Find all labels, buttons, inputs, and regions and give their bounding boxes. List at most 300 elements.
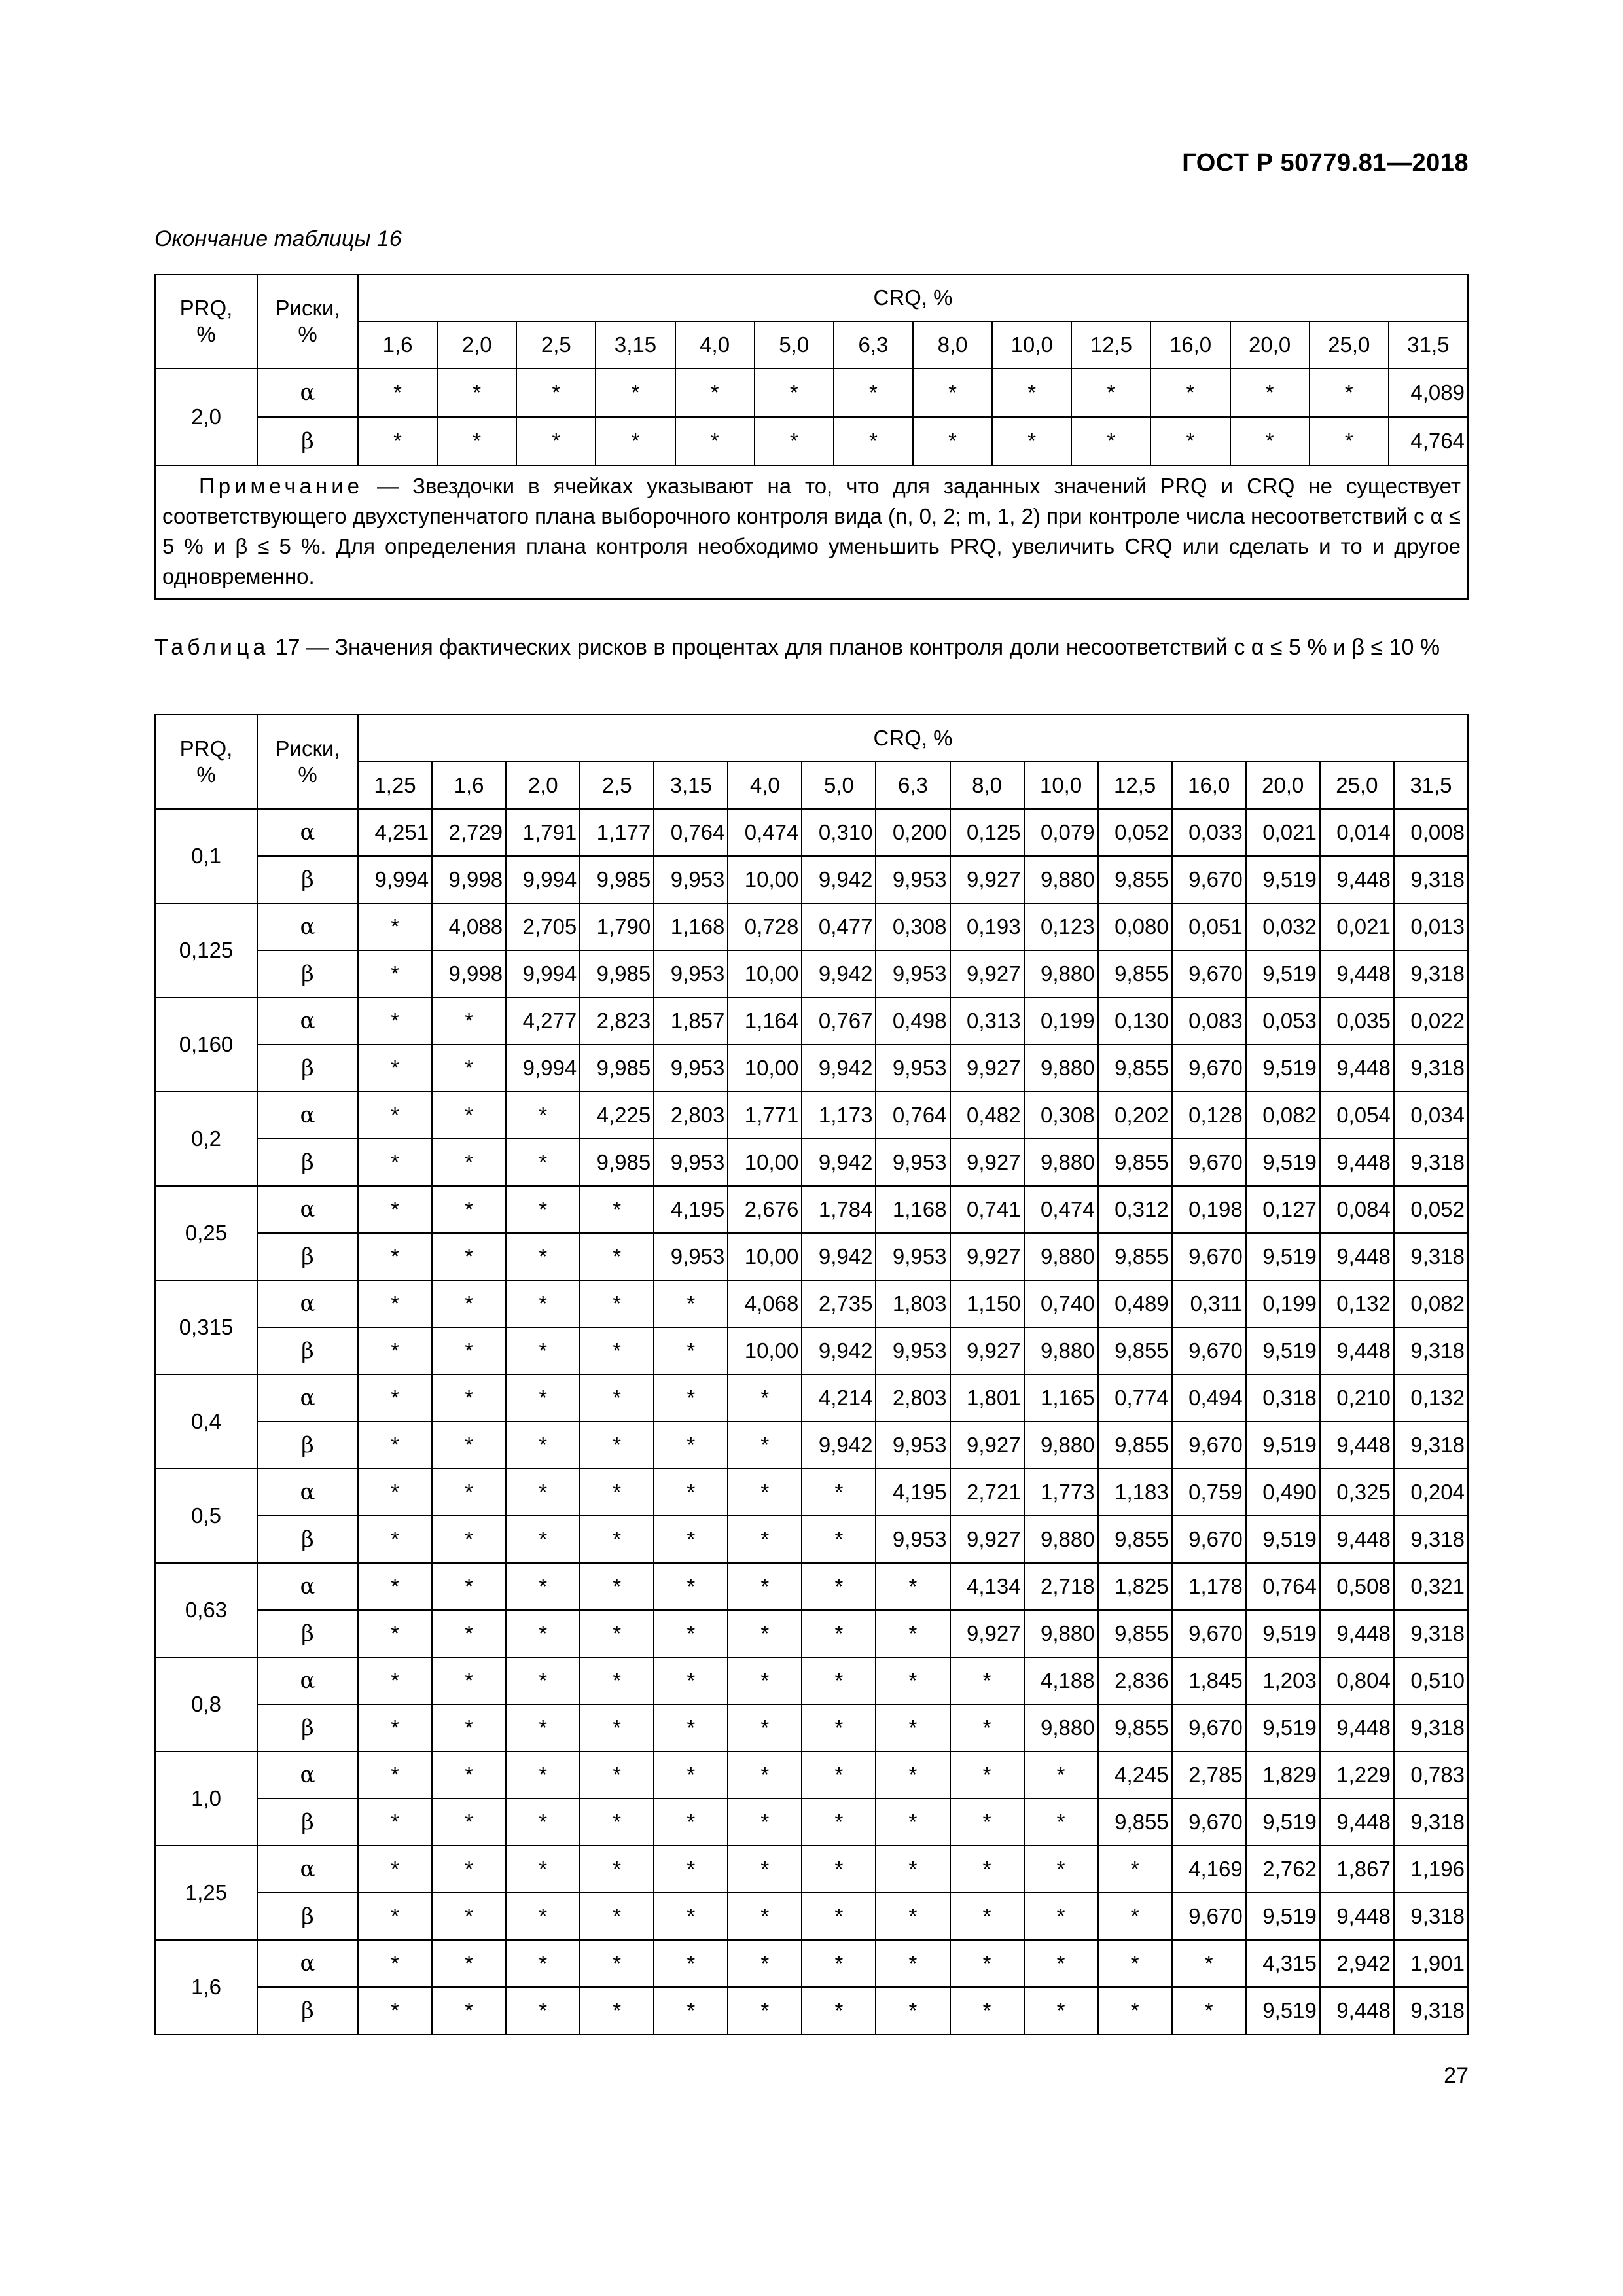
beta-risk-value: 9,318 — [1394, 1139, 1468, 1186]
alpha-risk-value: 4,195 — [654, 1186, 728, 1233]
beta-risk-value: * — [1024, 1893, 1098, 1940]
crq-value: 3,15 — [654, 762, 728, 809]
prq-value: 1,25 — [155, 1846, 257, 1940]
alpha-risk-value: * — [358, 1563, 432, 1610]
alpha-risk-value: * — [802, 1846, 876, 1893]
alpha-risk-value: 4,214 — [802, 1374, 876, 1422]
crq-value: 1,6 — [432, 762, 506, 809]
beta-risk-value: * — [728, 1987, 802, 2034]
table-row — [155, 1233, 1468, 1280]
beta-risk-label: β — [257, 1704, 358, 1751]
alpha-risk-value: 2,735 — [802, 1280, 876, 1327]
beta-risk-value: 9,318 — [1394, 1610, 1468, 1657]
beta-risk-label: β — [257, 1799, 358, 1846]
alpha-risk-value: * — [506, 1280, 580, 1327]
alpha-risk-value: * — [728, 1657, 802, 1704]
beta-risk-value: 9,942 — [802, 950, 876, 997]
beta-risk-value: * — [506, 1327, 580, 1374]
alpha-risk-value: 0,740 — [1024, 1280, 1098, 1327]
beta-risk-value: 9,670 — [1172, 856, 1246, 903]
alpha-risk-value: * — [654, 1563, 728, 1610]
beta-risk-value: 9,448 — [1320, 1704, 1394, 1751]
beta-risk-value: * — [1098, 1987, 1172, 2034]
alpha-risk-label: α — [257, 368, 358, 417]
beta-risk-value: 9,448 — [1320, 1893, 1394, 1940]
alpha-risk-label: α — [257, 1469, 358, 1516]
crq-value: 12,5 — [1071, 321, 1150, 368]
alpha-risk-value: * — [358, 1092, 432, 1139]
beta-risk-value: 9,670 — [1172, 1893, 1246, 1940]
alpha-risk-value: 2,803 — [654, 1092, 728, 1139]
beta-risk-value: 9,670 — [1172, 1610, 1246, 1657]
beta-risk-value: 9,318 — [1394, 1987, 1468, 2034]
alpha-risk-value: * — [580, 1751, 654, 1799]
alpha-risk-value: 0,053 — [1246, 997, 1320, 1045]
alpha-risk-value: * — [358, 1280, 432, 1327]
alpha-risk-value: 1,790 — [580, 903, 654, 950]
beta-risk-value: 9,519 — [1246, 1045, 1320, 1092]
prq-header: PRQ, % — [155, 274, 257, 368]
beta-risk-value: 9,953 — [654, 1045, 728, 1092]
alpha-risk-value: 0,014 — [1320, 809, 1394, 856]
alpha-risk-value: 0,477 — [802, 903, 876, 950]
beta-risk-value: 9,985 — [580, 856, 654, 903]
beta-risk-value: 9,670 — [1172, 1139, 1246, 1186]
alpha-risk-value: 2,705 — [506, 903, 580, 950]
alpha-risk-value: 0,021 — [1246, 809, 1320, 856]
beta-risk-value: * — [432, 1610, 506, 1657]
beta-risk-value: 9,927 — [950, 1610, 1024, 1657]
prq-value: 0,125 — [155, 903, 257, 997]
alpha-risk-value: 0,510 — [1394, 1657, 1468, 1704]
beta-risk-value: * — [580, 1233, 654, 1280]
alpha-risk-value: 0,199 — [1024, 997, 1098, 1045]
beta-risk-value: * — [358, 1139, 432, 1186]
alpha-risk-value: 0,310 — [802, 809, 876, 856]
alpha-risk-label: α — [257, 1374, 358, 1422]
beta-risk-value: * — [580, 1422, 654, 1469]
alpha-risk-value: 0,084 — [1320, 1186, 1394, 1233]
alpha-risk-value: * — [1150, 368, 1230, 417]
alpha-risk-value: * — [755, 368, 834, 417]
beta-risk-value: 9,880 — [1024, 1327, 1098, 1374]
beta-risk-value: * — [654, 1516, 728, 1563]
risks-header: Риски, % — [257, 274, 358, 368]
beta-risk-value: * — [654, 1610, 728, 1657]
beta-risk-label: β — [257, 856, 358, 903]
alpha-risk-value: * — [506, 1657, 580, 1704]
beta-risk-value: * — [432, 1987, 506, 2034]
crq-header: CRQ, % — [358, 715, 1468, 762]
alpha-risk-value: * — [876, 1751, 950, 1799]
alpha-risk-value: * — [728, 1846, 802, 1893]
crq-value: 8,0 — [913, 321, 992, 368]
alpha-risk-value: * — [580, 1469, 654, 1516]
beta-risk-value: * — [580, 1610, 654, 1657]
beta-risk-value: 10,00 — [728, 1327, 802, 1374]
beta-risk-label: β — [257, 1045, 358, 1092]
beta-risk-value: 9,318 — [1394, 1233, 1468, 1280]
alpha-risk-value: 0,764 — [654, 809, 728, 856]
beta-risk-value: 9,994 — [506, 950, 580, 997]
beta-risk-value: 9,670 — [1172, 1045, 1246, 1092]
beta-risk-value: * — [506, 1987, 580, 2034]
alpha-risk-value: 1,183 — [1098, 1469, 1172, 1516]
beta-risk-value: * — [506, 1516, 580, 1563]
beta-risk-value: 9,670 — [1172, 1516, 1246, 1563]
beta-risk-value: * — [950, 1799, 1024, 1846]
beta-risk-value: * — [358, 417, 437, 465]
alpha-risk-value: 2,942 — [1320, 1940, 1394, 1987]
beta-risk-value: 9,448 — [1320, 1139, 1394, 1186]
alpha-risk-value: 0,494 — [1172, 1374, 1246, 1422]
beta-risk-value: 9,942 — [802, 1233, 876, 1280]
alpha-risk-value: * — [654, 1751, 728, 1799]
beta-risk-value: 9,670 — [1172, 950, 1246, 997]
crq-value: 4,0 — [728, 762, 802, 809]
beta-risk-value: 9,448 — [1320, 1610, 1394, 1657]
alpha-risk-value: * — [950, 1940, 1024, 1987]
alpha-risk-value: 4,088 — [432, 903, 506, 950]
beta-risk-value: 9,880 — [1024, 1422, 1098, 1469]
beta-risk-value: * — [1172, 1987, 1246, 2034]
alpha-risk-value: 0,033 — [1172, 809, 1246, 856]
alpha-risk-value: 4,251 — [358, 809, 432, 856]
table-row — [155, 1374, 1468, 1422]
beta-risk-value: 9,953 — [654, 1139, 728, 1186]
beta-risk-label: β — [257, 417, 358, 465]
table-row — [155, 1657, 1468, 1704]
beta-risk-value: 9,953 — [876, 1516, 950, 1563]
alpha-risk-value: 2,762 — [1246, 1846, 1320, 1893]
alpha-risk-value: * — [358, 1751, 432, 1799]
beta-risk-value: * — [506, 1422, 580, 1469]
beta-risk-value: 9,448 — [1320, 1987, 1394, 2034]
alpha-risk-value: 1,164 — [728, 997, 802, 1045]
beta-risk-value: 9,318 — [1394, 1893, 1468, 1940]
alpha-risk-value: 0,034 — [1394, 1092, 1468, 1139]
table-row — [155, 1186, 1468, 1233]
table-row — [155, 1893, 1468, 1940]
alpha-risk-value: * — [728, 1563, 802, 1610]
alpha-risk-value: * — [1071, 368, 1150, 417]
beta-risk-value: 9,942 — [802, 856, 876, 903]
beta-risk-value: * — [728, 1422, 802, 1469]
beta-risk-value: 9,519 — [1246, 1233, 1320, 1280]
beta-risk-value: * — [580, 1704, 654, 1751]
beta-risk-label: β — [257, 1327, 358, 1374]
alpha-risk-value: * — [516, 368, 596, 417]
beta-risk-value: * — [506, 1799, 580, 1846]
beta-risk-value: * — [654, 1799, 728, 1846]
alpha-risk-value: 0,759 — [1172, 1469, 1246, 1516]
beta-risk-value: 9,855 — [1098, 1799, 1172, 1846]
beta-risk-value: * — [506, 1893, 580, 1940]
alpha-risk-value: * — [802, 1563, 876, 1610]
alpha-risk-value: 0,728 — [728, 903, 802, 950]
alpha-risk-value: * — [432, 1657, 506, 1704]
alpha-risk-value: 0,052 — [1098, 809, 1172, 856]
alpha-risk-value: 0,051 — [1172, 903, 1246, 950]
alpha-risk-value: 0,313 — [950, 997, 1024, 1045]
alpha-risk-value: * — [992, 368, 1071, 417]
alpha-risk-value: 4,134 — [950, 1563, 1024, 1610]
beta-risk-value: 9,998 — [432, 950, 506, 997]
beta-risk-value: 9,670 — [1172, 1422, 1246, 1469]
beta-risk-value: * — [358, 950, 432, 997]
alpha-risk-value: 1,803 — [876, 1280, 950, 1327]
beta-risk-value: * — [580, 1327, 654, 1374]
alpha-risk-value: 0,210 — [1320, 1374, 1394, 1422]
alpha-risk-label: α — [257, 1186, 358, 1233]
alpha-risk-value: 0,052 — [1394, 1186, 1468, 1233]
alpha-risk-value: * — [358, 368, 437, 417]
table-row — [155, 1516, 1468, 1563]
alpha-risk-value: 1,168 — [876, 1186, 950, 1233]
beta-risk-value: 9,318 — [1394, 1327, 1468, 1374]
beta-risk-value: * — [580, 1987, 654, 2034]
beta-risk-value: * — [358, 1610, 432, 1657]
alpha-risk-value: * — [506, 1092, 580, 1139]
alpha-risk-value: * — [802, 1751, 876, 1799]
alpha-risk-value: 2,721 — [950, 1469, 1024, 1516]
crq-value: 5,0 — [755, 321, 834, 368]
beta-risk-value: * — [596, 417, 675, 465]
beta-risk-value: * — [950, 1704, 1024, 1751]
alpha-risk-value: * — [1024, 1751, 1098, 1799]
beta-risk-value: * — [834, 417, 913, 465]
beta-risk-value: * — [876, 1987, 950, 2034]
alpha-risk-value: 0,054 — [1320, 1092, 1394, 1139]
table-17-title: Таблица 17 — Значения фактических рисков в процентах для планов контроля доли несоответствий с α ≤ 5 % и β ≤ 10 % — [154, 635, 1440, 660]
beta-risk-value: * — [516, 417, 596, 465]
table-16 — [154, 274, 1469, 600]
beta-risk-value: 9,927 — [950, 1233, 1024, 1280]
beta-risk-value: 9,670 — [1172, 1327, 1246, 1374]
alpha-risk-value: * — [506, 1751, 580, 1799]
crq-value: 10,0 — [992, 321, 1071, 368]
beta-risk-value: * — [432, 1422, 506, 1469]
alpha-risk-value: 0,318 — [1246, 1374, 1320, 1422]
risks-header: Риски, % — [257, 715, 358, 809]
beta-risk-value: * — [580, 1799, 654, 1846]
beta-risk-value: * — [755, 417, 834, 465]
alpha-risk-value: * — [506, 1374, 580, 1422]
beta-risk-value: * — [728, 1516, 802, 1563]
beta-risk-value: 9,519 — [1246, 1799, 1320, 1846]
alpha-risk-value: * — [432, 1092, 506, 1139]
beta-risk-value: 9,318 — [1394, 856, 1468, 903]
beta-risk-value: * — [1310, 417, 1389, 465]
beta-risk-value: * — [432, 1893, 506, 1940]
beta-risk-value: * — [728, 1893, 802, 1940]
alpha-risk-value: 1,168 — [654, 903, 728, 950]
beta-risk-value: 9,942 — [802, 1327, 876, 1374]
beta-risk-value: 9,880 — [1024, 1045, 1098, 1092]
alpha-risk-value: * — [802, 1657, 876, 1704]
beta-risk-value: * — [876, 1704, 950, 1751]
beta-risk-value: 9,880 — [1024, 1516, 1098, 1563]
alpha-risk-value: * — [358, 997, 432, 1045]
beta-risk-value: 9,985 — [580, 1045, 654, 1092]
beta-risk-value: 9,880 — [1024, 1610, 1098, 1657]
alpha-risk-value: * — [358, 1374, 432, 1422]
beta-risk-value: 9,942 — [802, 1422, 876, 1469]
beta-risk-value: 9,519 — [1246, 1893, 1320, 1940]
alpha-risk-value: 0,125 — [950, 809, 1024, 856]
table-row — [155, 1280, 1468, 1327]
alpha-risk-value: 1,178 — [1172, 1563, 1246, 1610]
crq-value: 20,0 — [1230, 321, 1310, 368]
beta-risk-value: 9,855 — [1098, 950, 1172, 997]
beta-risk-value: * — [432, 1045, 506, 1092]
alpha-risk-value: * — [437, 368, 516, 417]
alpha-risk-value: 1,901 — [1394, 1940, 1468, 1987]
alpha-risk-value: * — [580, 1186, 654, 1233]
alpha-risk-value: * — [432, 1563, 506, 1610]
beta-risk-value: * — [654, 1893, 728, 1940]
beta-risk-value: 9,953 — [876, 1233, 950, 1280]
prq-value: 0,25 — [155, 1186, 257, 1280]
alpha-risk-value: * — [432, 1186, 506, 1233]
beta-risk-value: * — [432, 1327, 506, 1374]
beta-risk-value: * — [876, 1799, 950, 1846]
beta-risk-value: 9,519 — [1246, 950, 1320, 997]
alpha-risk-value: 1,829 — [1246, 1751, 1320, 1799]
crq-value: 10,0 — [1024, 762, 1098, 809]
alpha-risk-value: * — [580, 1846, 654, 1893]
beta-risk-value: 9,880 — [1024, 1233, 1098, 1280]
alpha-risk-label: α — [257, 1846, 358, 1893]
alpha-risk-value: 4,245 — [1098, 1751, 1172, 1799]
beta-risk-value: 9,927 — [950, 1045, 1024, 1092]
beta-risk-value: * — [675, 417, 755, 465]
beta-risk-value: * — [432, 1704, 506, 1751]
alpha-risk-value: 0,489 — [1098, 1280, 1172, 1327]
alpha-risk-value: * — [654, 1846, 728, 1893]
beta-risk-value: * — [358, 1799, 432, 1846]
alpha-risk-value: 0,498 — [876, 997, 950, 1045]
crq-value: 16,0 — [1150, 321, 1230, 368]
prq-header: PRQ, % — [155, 715, 257, 809]
beta-risk-value: * — [728, 1610, 802, 1657]
beta-risk-value: 9,927 — [950, 1139, 1024, 1186]
beta-risk-value: * — [358, 1327, 432, 1374]
alpha-risk-value: 0,123 — [1024, 903, 1098, 950]
beta-risk-value: 9,880 — [1024, 1704, 1098, 1751]
beta-risk-value: 9,855 — [1098, 1422, 1172, 1469]
alpha-risk-value: * — [580, 1374, 654, 1422]
beta-risk-value: * — [580, 1893, 654, 1940]
beta-risk-value: * — [1230, 417, 1310, 465]
alpha-risk-label: α — [257, 997, 358, 1045]
crq-value: 20,0 — [1246, 762, 1320, 809]
beta-risk-value: * — [432, 1139, 506, 1186]
alpha-risk-value: * — [358, 1469, 432, 1516]
alpha-risk-value: 0,764 — [1246, 1563, 1320, 1610]
beta-risk-value: 9,670 — [1172, 1799, 1246, 1846]
beta-risk-value: 9,953 — [876, 1422, 950, 1469]
beta-risk-value: 9,994 — [506, 856, 580, 903]
alpha-risk-value: 0,312 — [1098, 1186, 1172, 1233]
beta-risk-value: 10,00 — [728, 1045, 802, 1092]
alpha-risk-label: α — [257, 1092, 358, 1139]
alpha-risk-value: * — [432, 1846, 506, 1893]
table-row — [155, 1704, 1468, 1751]
beta-risk-value: 9,953 — [876, 1139, 950, 1186]
alpha-risk-value: 0,321 — [1394, 1563, 1468, 1610]
beta-risk-value: * — [580, 1516, 654, 1563]
crq-value: 2,0 — [506, 762, 580, 809]
alpha-risk-value: 0,490 — [1246, 1469, 1320, 1516]
beta-risk-value: * — [992, 417, 1071, 465]
table-row — [155, 1139, 1468, 1186]
beta-risk-value: 9,448 — [1320, 1045, 1394, 1092]
alpha-risk-value: * — [876, 1846, 950, 1893]
alpha-risk-value: 0,022 — [1394, 997, 1468, 1045]
beta-risk-label: β — [257, 1516, 358, 1563]
crq-value: 2,5 — [516, 321, 596, 368]
alpha-risk-value: 4,277 — [506, 997, 580, 1045]
alpha-risk-value: 1,857 — [654, 997, 728, 1045]
beta-risk-value: 9,519 — [1246, 1610, 1320, 1657]
alpha-risk-value: 0,325 — [1320, 1469, 1394, 1516]
crq-value: 2,0 — [437, 321, 516, 368]
beta-risk-value: 9,670 — [1172, 1704, 1246, 1751]
table-row — [155, 1799, 1468, 1846]
alpha-risk-value: 0,200 — [876, 809, 950, 856]
beta-risk-value: 9,927 — [950, 1516, 1024, 1563]
beta-risk-value: * — [654, 1704, 728, 1751]
alpha-risk-value: * — [580, 1657, 654, 1704]
alpha-risk-value: * — [432, 1280, 506, 1327]
beta-risk-label: β — [257, 1893, 358, 1940]
crq-value: 5,0 — [802, 762, 876, 809]
alpha-risk-value: * — [1024, 1846, 1098, 1893]
beta-risk-value: 9,448 — [1320, 1516, 1394, 1563]
alpha-risk-value: * — [654, 1374, 728, 1422]
beta-risk-value: * — [913, 417, 992, 465]
alpha-risk-value: 1,173 — [802, 1092, 876, 1139]
alpha-risk-value: 1,196 — [1394, 1846, 1468, 1893]
beta-risk-value: 9,448 — [1320, 1799, 1394, 1846]
alpha-risk-value: 0,474 — [1024, 1186, 1098, 1233]
beta-risk-value: 4,764 — [1389, 417, 1468, 465]
alpha-risk-value: 1,791 — [506, 809, 580, 856]
prq-value: 1,6 — [155, 1940, 257, 2034]
beta-risk-value: 9,855 — [1098, 1610, 1172, 1657]
beta-risk-value: 9,318 — [1394, 1704, 1468, 1751]
alpha-risk-value: 0,198 — [1172, 1186, 1246, 1233]
crq-value: 8,0 — [950, 762, 1024, 809]
alpha-risk-value: 0,311 — [1172, 1280, 1246, 1327]
beta-risk-value: 9,927 — [950, 856, 1024, 903]
alpha-risk-value: 0,308 — [1024, 1092, 1098, 1139]
beta-risk-value: 9,519 — [1246, 856, 1320, 903]
alpha-risk-value: 1,773 — [1024, 1469, 1098, 1516]
beta-risk-value: 9,953 — [876, 950, 950, 997]
beta-risk-value: 9,519 — [1246, 1139, 1320, 1186]
beta-risk-value: 10,00 — [728, 1233, 802, 1280]
table-row — [155, 1327, 1468, 1374]
alpha-risk-value: 2,718 — [1024, 1563, 1098, 1610]
beta-risk-value: * — [432, 1233, 506, 1280]
alpha-risk-value: * — [432, 1469, 506, 1516]
prq-value: 0,5 — [155, 1469, 257, 1563]
crq-value: 4,0 — [675, 321, 755, 368]
beta-risk-value: 9,880 — [1024, 856, 1098, 903]
crq-value: 2,5 — [580, 762, 654, 809]
